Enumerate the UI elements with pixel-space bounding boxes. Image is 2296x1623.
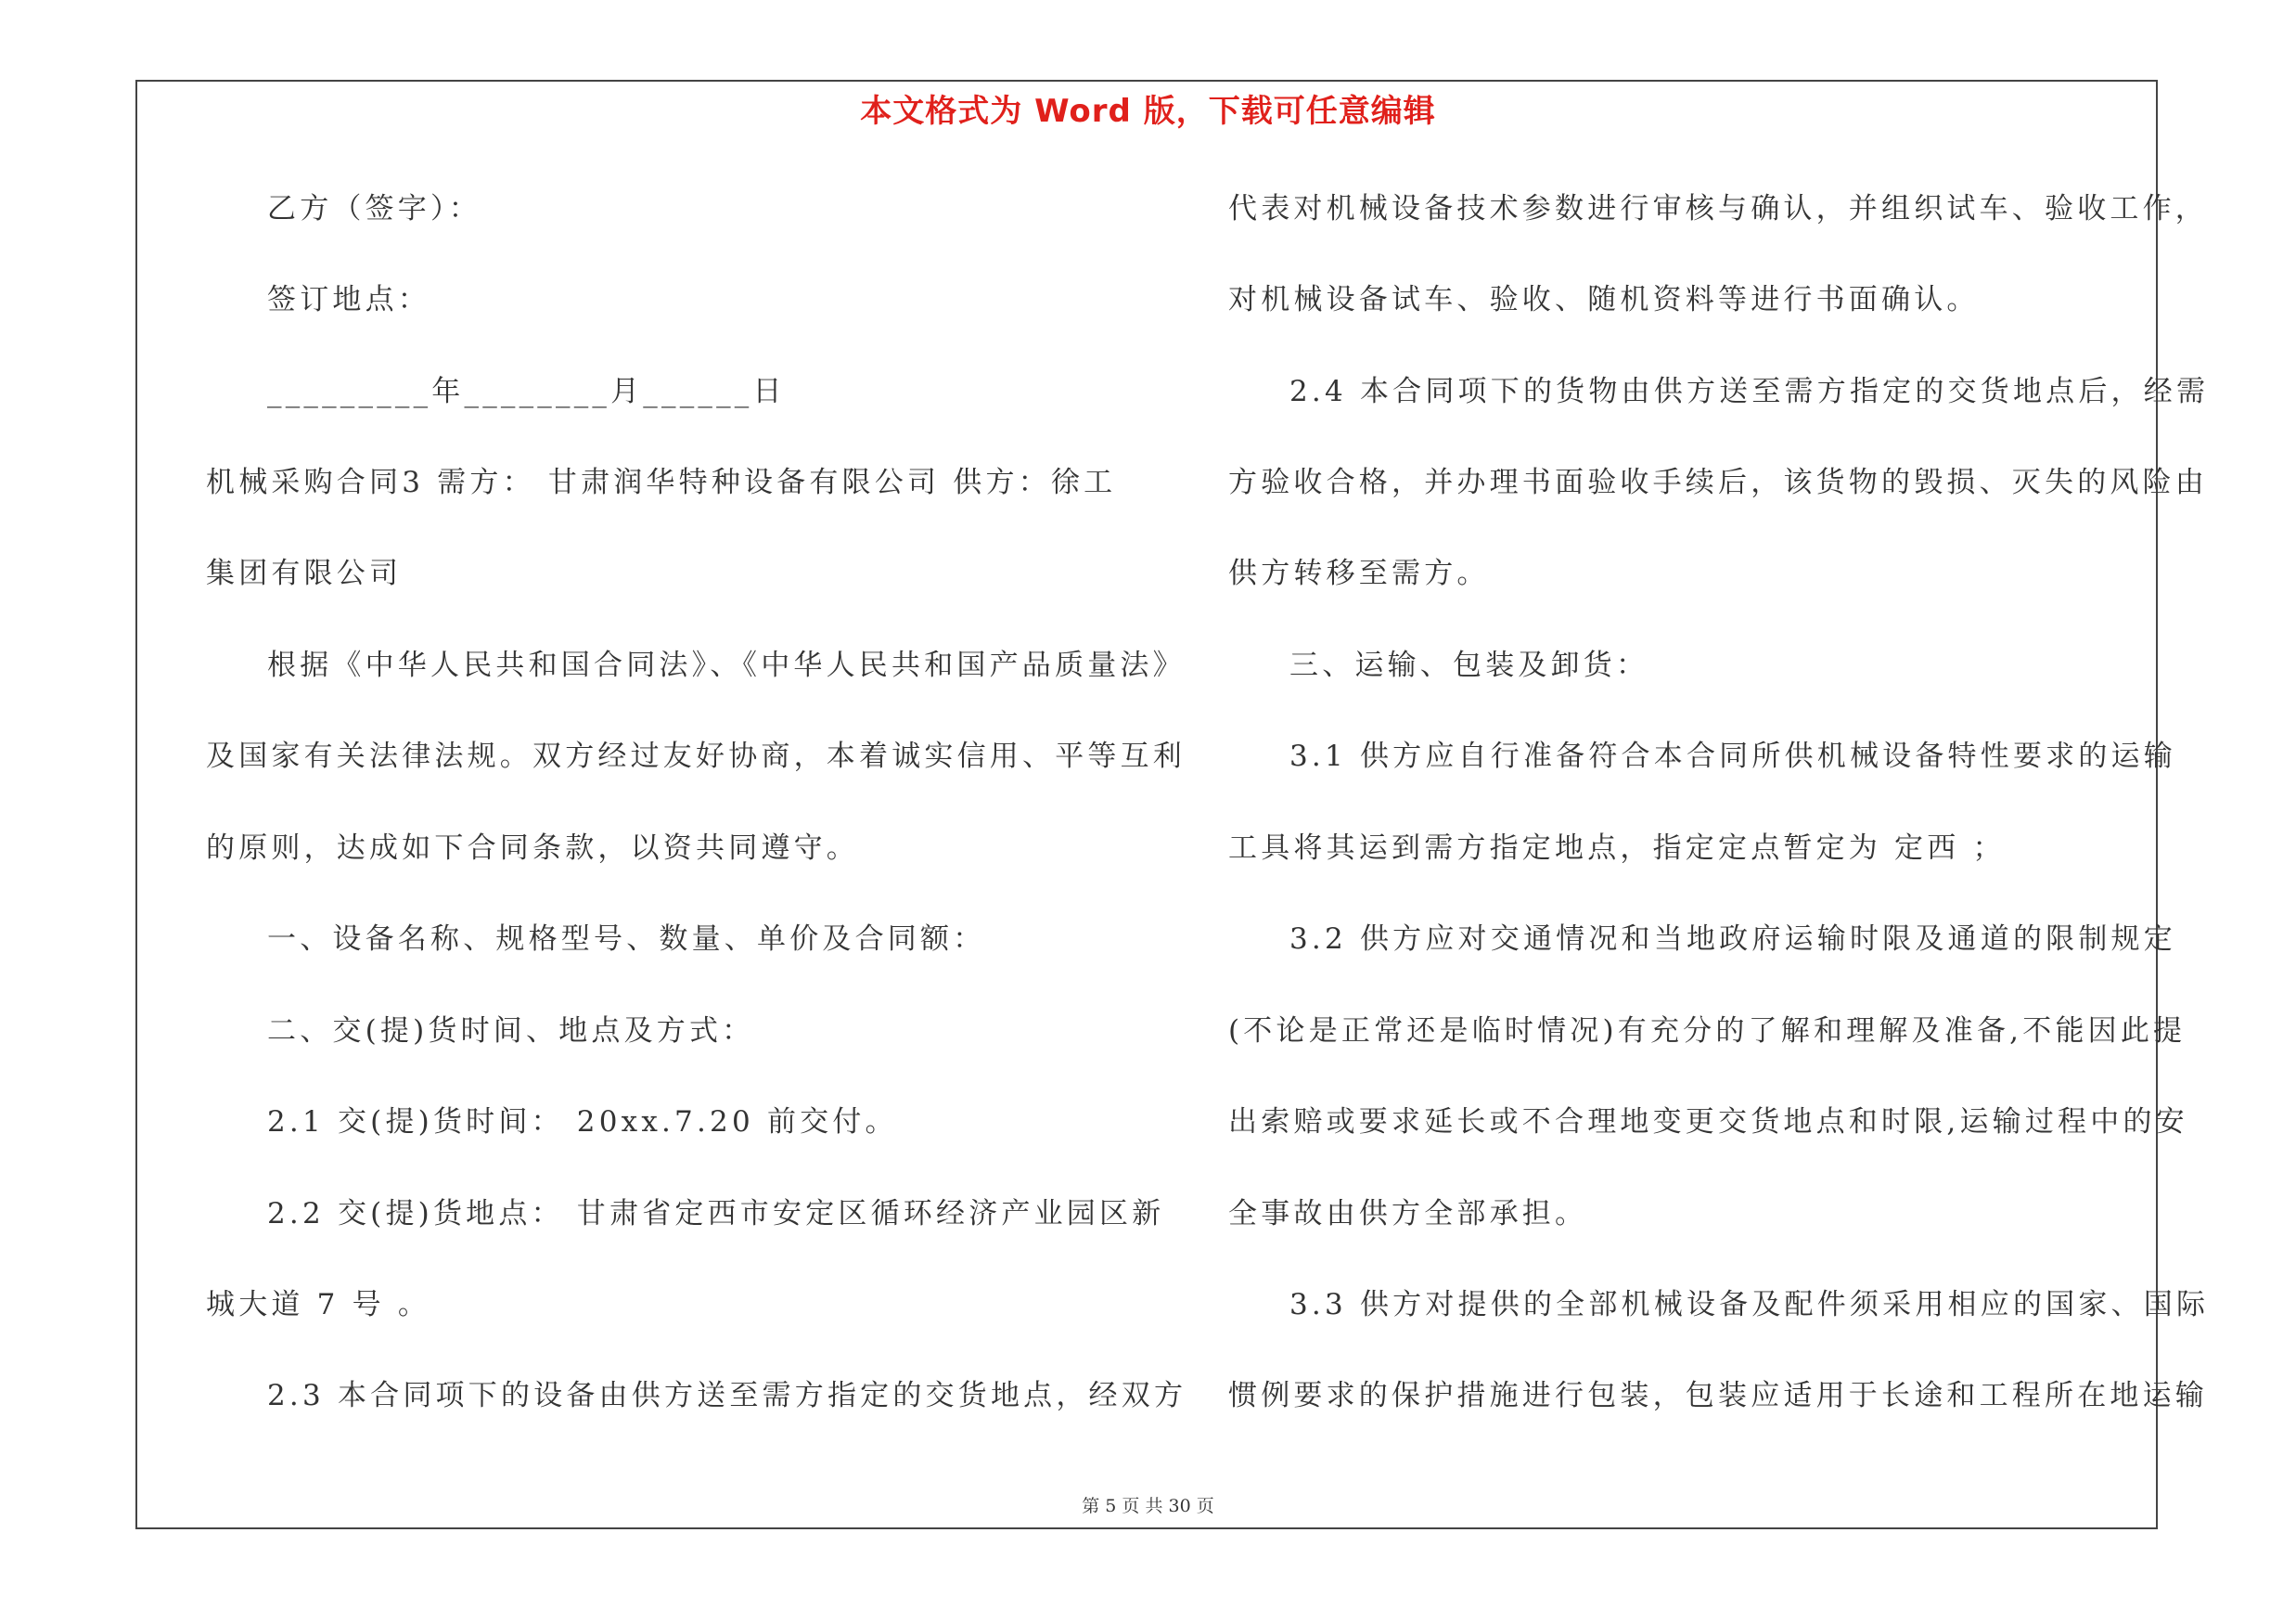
text-line: 乙方（签字）： xyxy=(267,192,481,225)
text-line: 2.2 交(提)货地点： 甘肃省定西市安定区循环经济产业园区新 xyxy=(267,1197,1165,1230)
text-line: 惯例要求的保护措施进行包装，包装应适用于长途和工程所在地运输 xyxy=(1228,1379,2208,1412)
text-line: _________年________月______日 xyxy=(267,375,786,408)
word-format-banner: 本文格式为 Word 版，下载可任意编辑 xyxy=(860,93,1436,130)
text-line: 根据《中华人民共和国合同法》、《中华人民共和国产品质量法》 xyxy=(267,649,1186,682)
text-line: 出索赔或要求延长或不合理地变更交货地点和时限,运输过程中的安 xyxy=(1228,1105,2188,1139)
text-line: 二、交(提)货时间、地点及方式： xyxy=(267,1014,755,1048)
text-line: 对机械设备试车、验收、随机资料等进行书面确认。 xyxy=(1228,283,1980,316)
text-line: 的原则，达成如下合同条款，以资共同遵守。 xyxy=(206,831,859,865)
text-line: 代表对机械设备技术参数进行审核与确认，并组织试车、验收工作， xyxy=(1228,192,2208,225)
text-line: 全事故由供方全部承担。 xyxy=(1228,1197,1588,1230)
text-line: 2.4 本合同项下的货物由供方送至需方指定的交货地点后，经需 xyxy=(1289,375,2210,408)
text-line: 方验收合格，并办理书面验收手续后，该货物的毁损、灭失的风险由 xyxy=(1228,466,2208,499)
text-line: 2.3 本合同项下的设备由供方送至需方指定的交货地点，经双方 xyxy=(267,1379,1187,1412)
page-number: 第 5 页 共 30 页 xyxy=(1082,1496,1214,1516)
text-line: 城大道 7 号 。 xyxy=(206,1288,431,1321)
text-line: 及国家有关法律法规。双方经过友好协商，本着诚实信用、平等互利 xyxy=(206,740,1186,773)
text-line: 3.1 供方应自行准备符合本合同所供机械设备特性要求的运输 xyxy=(1289,740,2176,773)
text-line: 3.2 供方应对交通情况和当地政府运输时限及通道的限制规定 xyxy=(1289,922,2176,956)
text-line: 集团有限公司 xyxy=(206,557,403,590)
text-line: 一、设备名称、规格型号、数量、单价及合同额： xyxy=(267,922,986,956)
text-line: 三、运输、包装及卸货： xyxy=(1289,649,1649,682)
text-line: 签订地点： xyxy=(267,283,430,316)
text-line: 2.1 交(提)货时间： 20xx.7.20 前交付。 xyxy=(267,1105,898,1139)
text-line: 工具将其运到需方指定地点，指定定点暂定为 定西 ； xyxy=(1228,831,2006,865)
text-line: 供方转移至需方。 xyxy=(1228,557,1490,590)
text-line: 机械采购合同3 需方： 甘肃润华特种设备有限公司 供方：徐工 xyxy=(206,466,1117,499)
text-line: (不论是正常还是临时情况)有充分的了解和理解及准备,不能因此提 xyxy=(1228,1014,2187,1048)
text-line: 3.3 供方对提供的全部机械设备及配件须采用相应的国家、国际 xyxy=(1289,1288,2210,1321)
